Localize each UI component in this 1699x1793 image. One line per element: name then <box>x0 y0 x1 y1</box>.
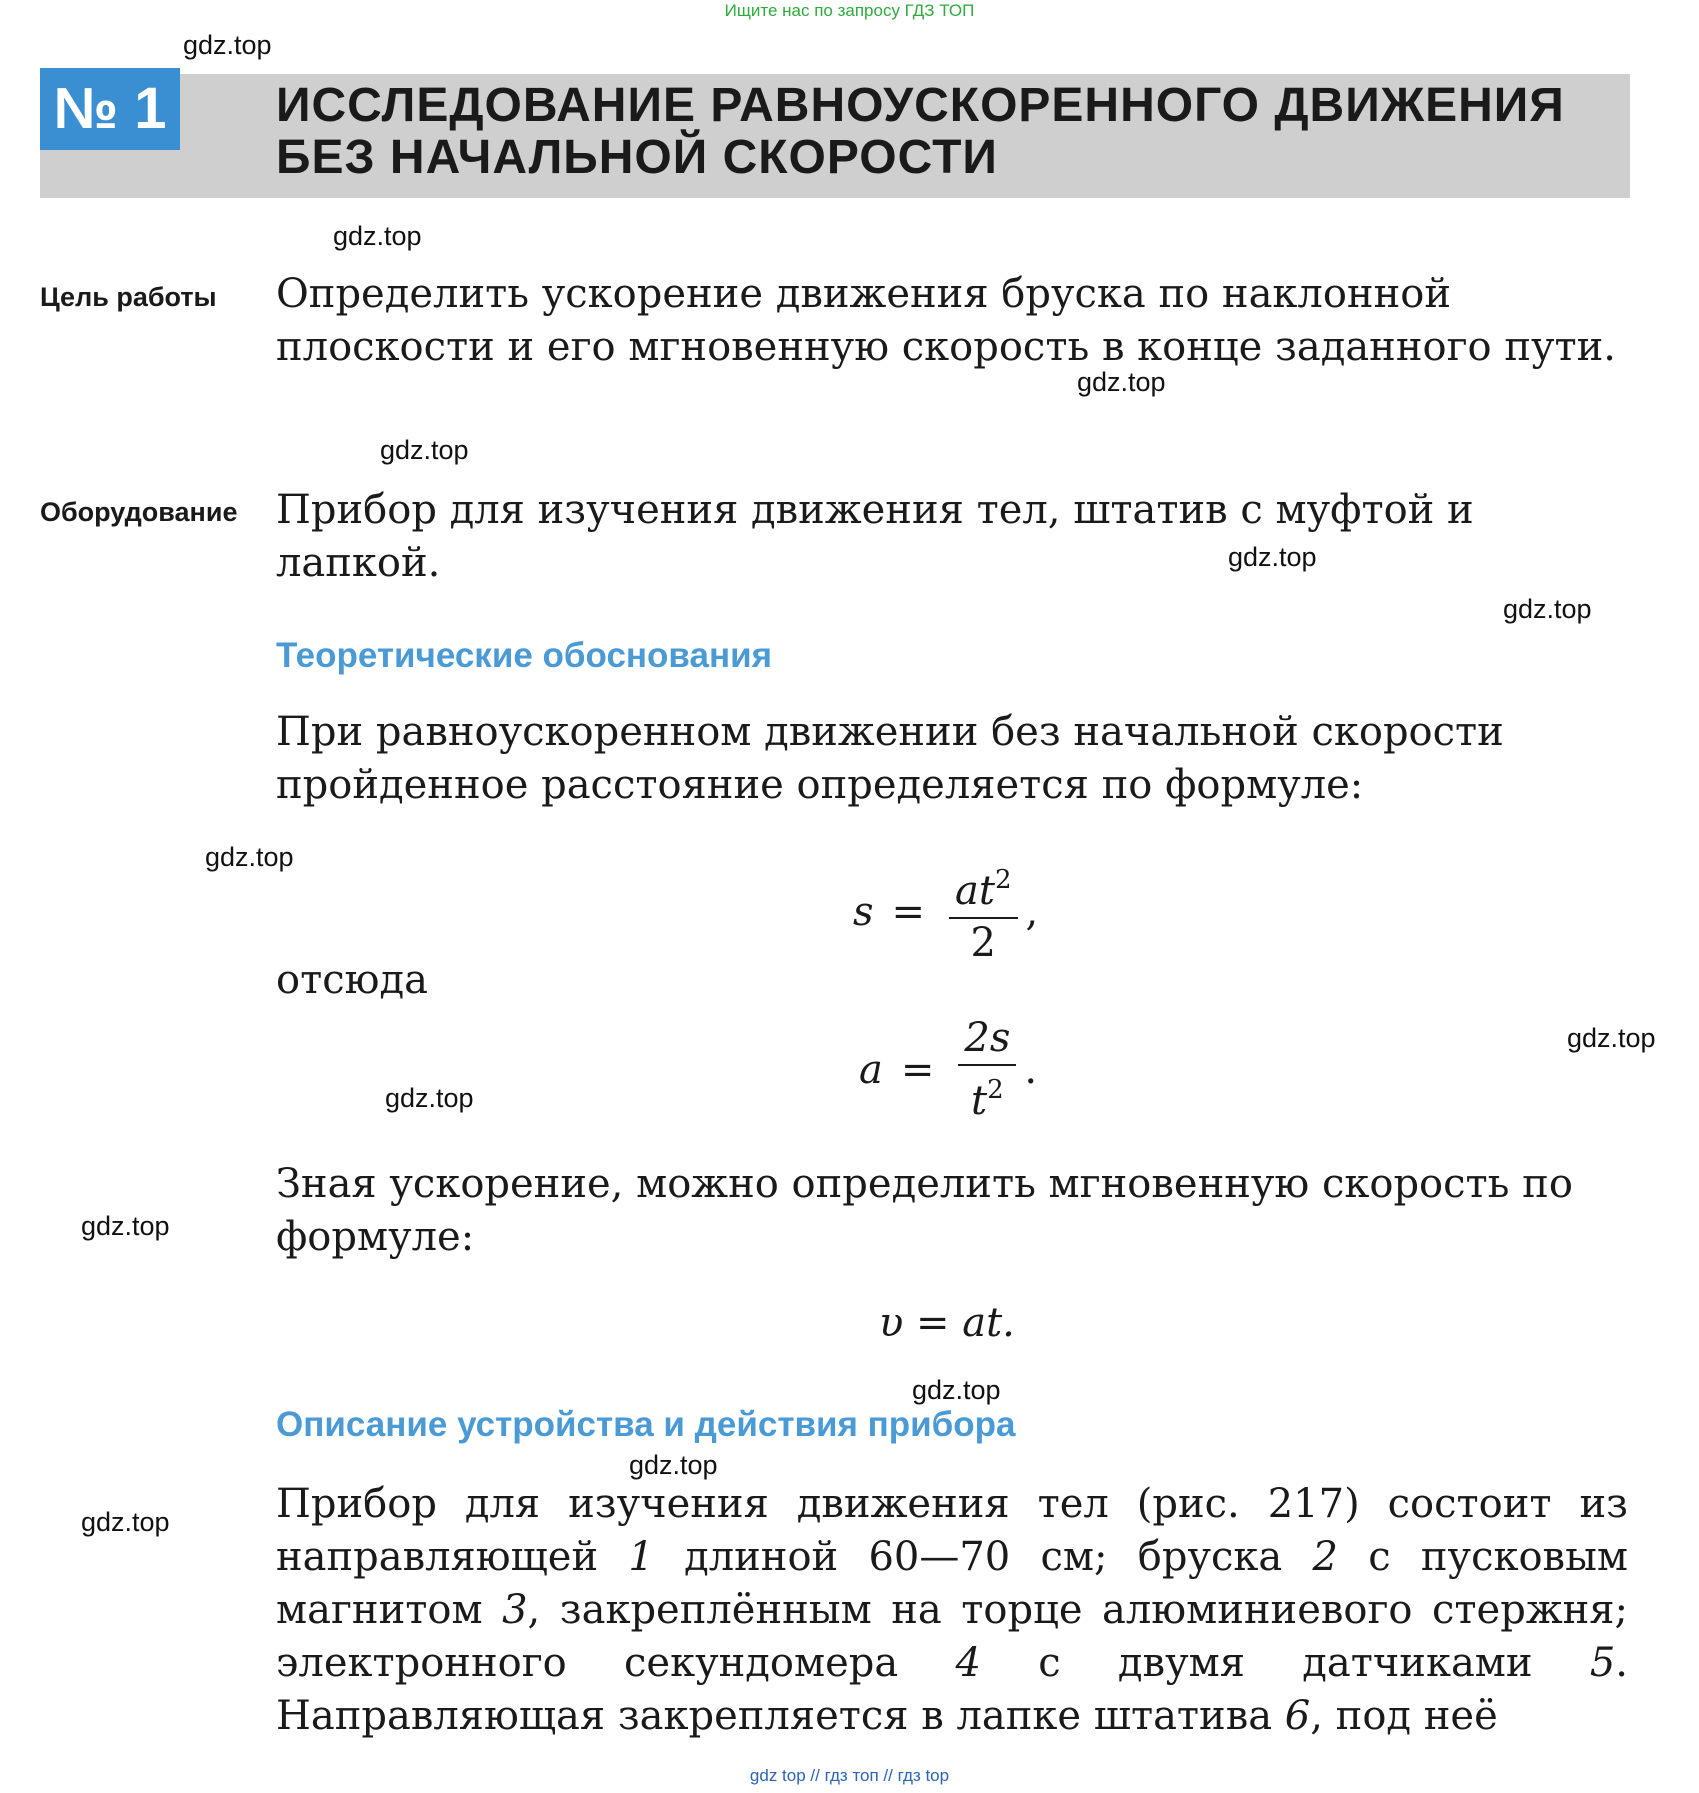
formula-distance <box>853 858 1038 965</box>
watermark: gdz.top <box>81 1211 170 1241</box>
formula-acceleration <box>859 1016 1037 1123</box>
formula-2-fraction <box>958 1016 1016 1123</box>
equipment-text: Прибор для изучения движения тел, штатив с муфтой и лапкой. <box>276 487 1474 586</box>
watermark: gdz.top <box>1567 1023 1656 1053</box>
hence-word: отсюда <box>276 957 428 1003</box>
device-item-number: 4 <box>955 1640 981 1686</box>
watermark: gdz.top <box>629 1450 718 1480</box>
formula-2-punct: . <box>1024 1046 1038 1093</box>
watermark: gdz.top <box>1077 367 1166 397</box>
formula-1-punct: , <box>1025 888 1039 935</box>
theory-heading: Теоретические обоснования <box>276 636 773 675</box>
formula-2-den-text: t <box>971 1078 988 1124</box>
formula-1-num-exponent: 2 <box>994 865 1012 895</box>
watermark: gdz.top <box>333 221 422 251</box>
watermark: gdz.top <box>912 1375 1001 1405</box>
device-item-number: 1 <box>628 1534 654 1580</box>
formula-1-num-text: at <box>955 868 995 914</box>
goal-text: Определить ускорение движения бруска по наклонной плоскости и его мгновенную скорость в конце заданного пути. <box>276 271 1617 370</box>
device-item-number: 2 <box>1312 1534 1338 1580</box>
formula-2-eq: = <box>900 1046 935 1093</box>
device-text-part: с двумя датчиками <box>980 1640 1590 1686</box>
formula-1-lhs: s <box>853 888 874 935</box>
device-item-number: 6 <box>1284 1693 1311 1739</box>
bottom-notice: gdz top // гдз топ // гдз top <box>749 1766 950 1785</box>
title-line-1: ИССЛЕДОВАНИЕ РАВНОУСКОРЕННОГО ДВИЖЕНИЯ <box>276 79 1565 132</box>
device-text-part: с пусковым магнитом <box>276 1534 1629 1633</box>
formula-2-lhs: a <box>859 1046 883 1093</box>
device-text <box>276 1478 1628 1743</box>
device-text-part: . Направляющая закрепляется в лапке штатива <box>276 1640 1629 1739</box>
device-text-part: , закреплённым на торце алюминиевого стержня; электронного секундомера <box>276 1587 1628 1686</box>
equipment-label: Оборудование <box>40 497 238 527</box>
formula-2-den-exponent: 2 <box>987 1075 1004 1105</box>
device-text-part: , под неё <box>1310 1693 1498 1739</box>
formula-2-denominator <box>971 1066 1004 1123</box>
watermark: gdz.top <box>385 1083 474 1113</box>
top-notice: Ищите нас по запросу ГДЗ ТОП <box>724 1 975 20</box>
formula-velocity: υ = at. <box>879 1300 1015 1346</box>
formula-1-fraction <box>949 858 1017 965</box>
theory-intro: При равноускоренном движении без начальной скорости пройденное расстояние определяется по формуле: <box>276 709 1504 808</box>
device-item-number: 5 <box>1589 1640 1616 1686</box>
exercise-number: № 1 <box>40 68 180 150</box>
watermark: gdz.top <box>1228 542 1317 572</box>
watermark: gdz.top <box>183 30 272 60</box>
device-item-number: 3 <box>502 1587 528 1633</box>
formula-1-denominator: 2 <box>970 920 996 966</box>
formula-2-numerator: 2s <box>958 1016 1016 1066</box>
velocity-intro: Зная ускорение, можно определить мгновенную скорость по формуле: <box>276 1161 1573 1260</box>
formula-1-numerator <box>949 858 1017 919</box>
title-line-2: БЕЗ НАЧАЛЬНОЙ СКОРОСТИ <box>276 131 998 184</box>
device-text-part: Прибор для изучения движения тел (рис. 217) состоит из направляющей <box>276 1481 1628 1580</box>
device-heading: Описание устройства и действия прибора <box>276 1405 1016 1444</box>
watermark: gdz.top <box>380 435 469 465</box>
watermark: gdz.top <box>81 1507 170 1537</box>
goal-label: Цель работы <box>40 282 217 312</box>
device-text-part: длиной 60—70 см; бруска <box>653 1534 1313 1580</box>
watermark: gdz.top <box>1503 594 1592 624</box>
formula-1-eq: = <box>891 888 926 935</box>
watermark: gdz.top <box>205 842 294 872</box>
page-title <box>276 80 1616 184</box>
